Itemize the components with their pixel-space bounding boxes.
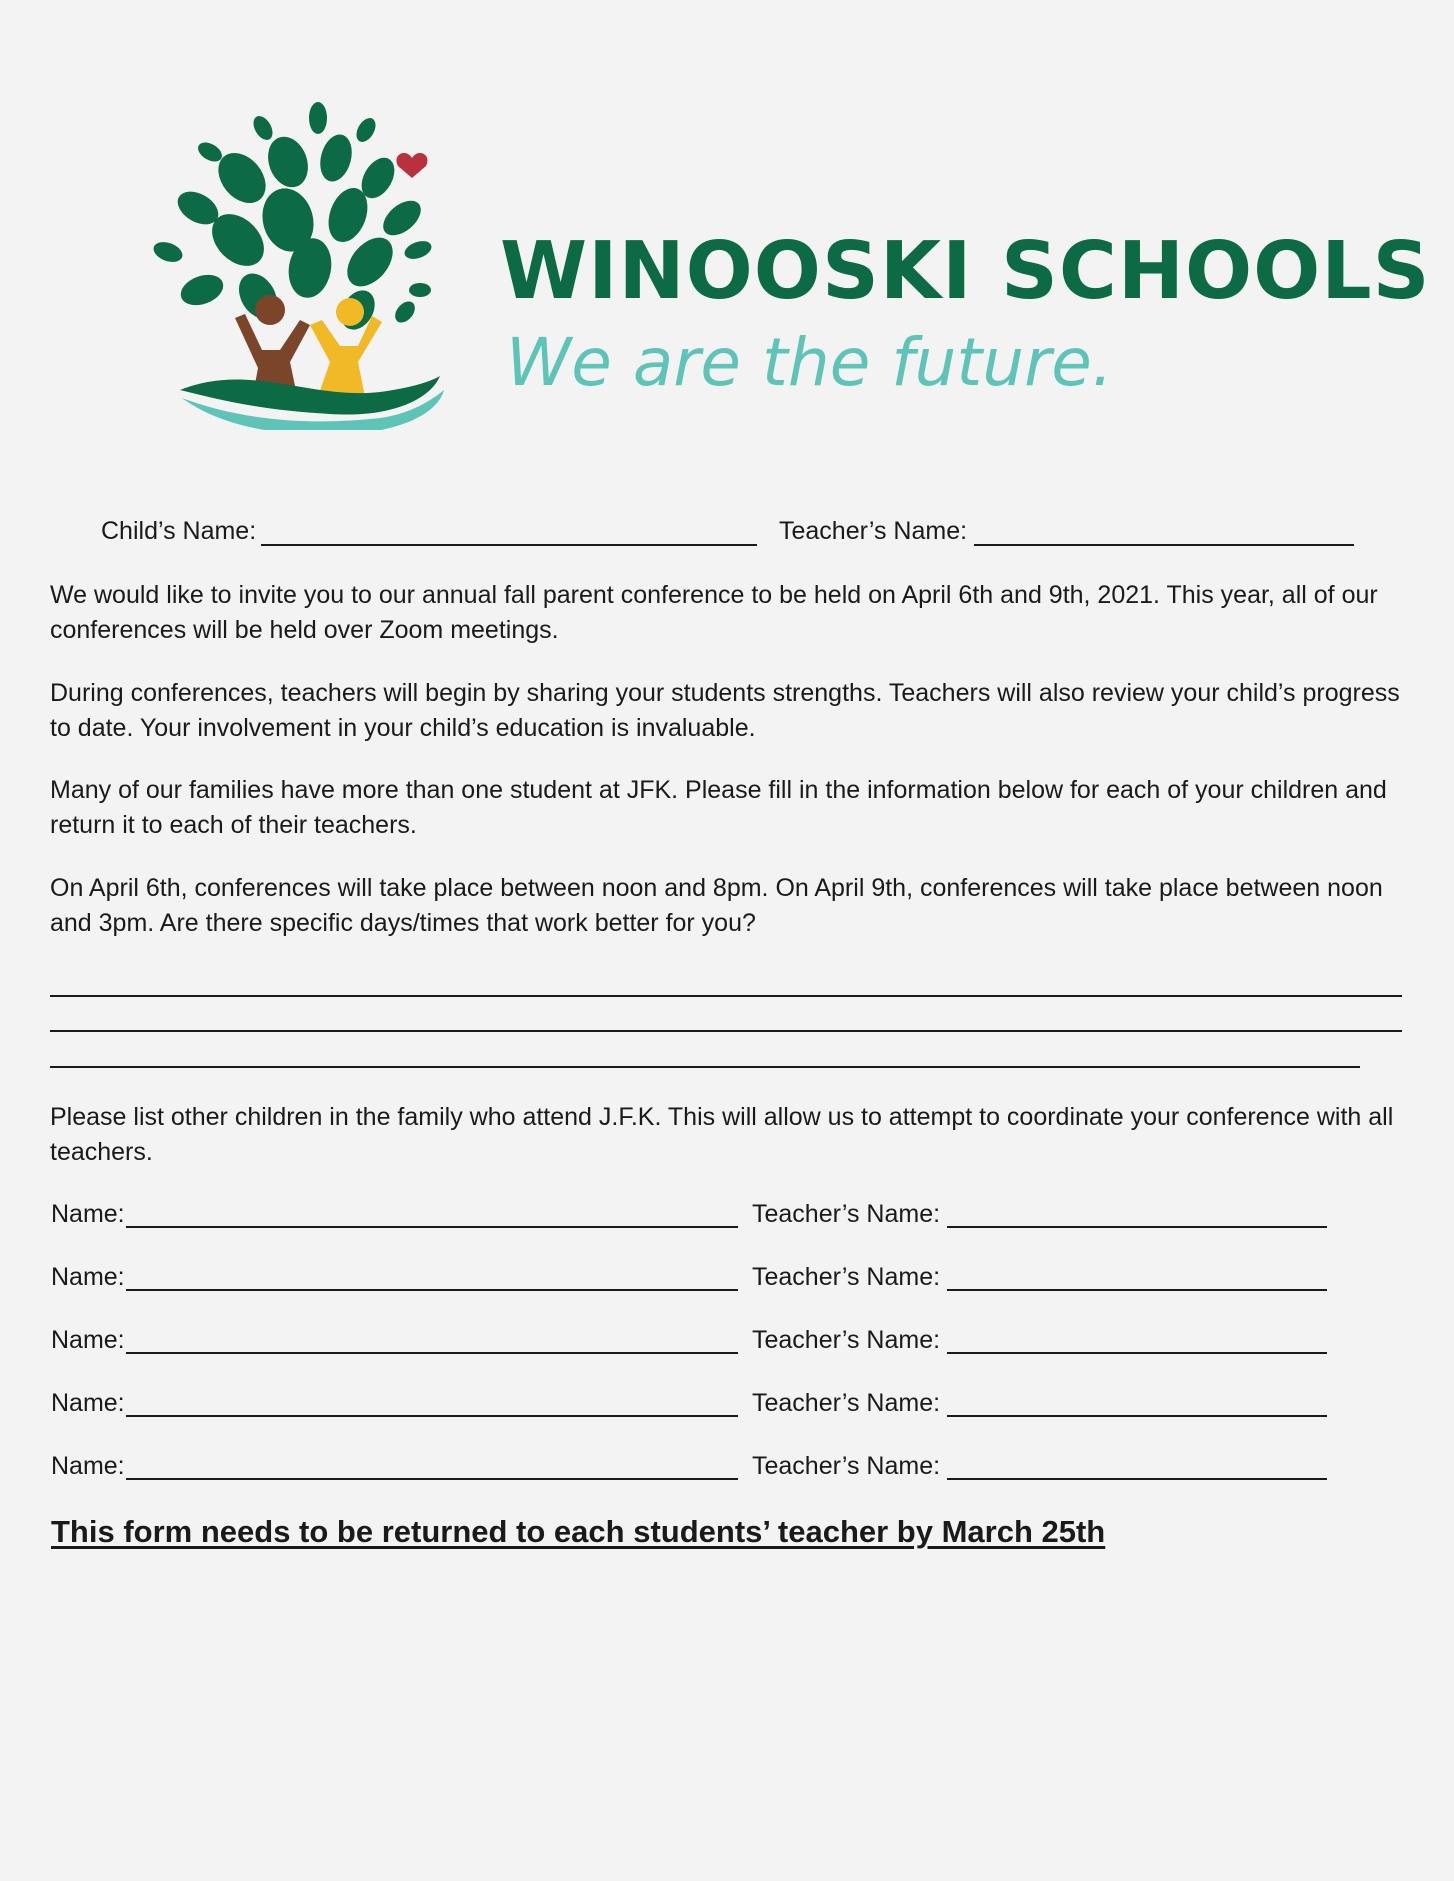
- sibling-teacher-label: Teacher’s Name:: [752, 1326, 941, 1354]
- intro-paragraph: We would like to invite you to our annual fall parent conference to be held on April 6th and 9th, 2021. This year, all of our conferences will be held over Zoom meetings.: [50, 581, 1378, 644]
- sibling-name-field[interactable]: [126, 1226, 738, 1228]
- sibling-teacher-field[interactable]: [947, 1352, 1327, 1354]
- child-name-field[interactable]: [261, 544, 757, 546]
- response-line[interactable]: [50, 995, 1402, 997]
- winooski-tree-logo: [140, 100, 470, 430]
- sibling-name-field[interactable]: [126, 1289, 738, 1291]
- sibling-teacher-label: Teacher’s Name:: [752, 1389, 941, 1417]
- families-paragraph: Many of our families have more than one student at JFK. Please fill in the information below for each of your children and return it to each of their teachers.: [50, 776, 1387, 839]
- sibling-name-field[interactable]: [126, 1352, 738, 1354]
- sibling-name-label: Name:: [51, 1326, 125, 1354]
- sibling-name-label: Name:: [51, 1200, 125, 1228]
- brand-tagline: We are the future.: [506, 324, 1113, 401]
- sibling-teacher-field[interactable]: [947, 1478, 1327, 1480]
- sibling-teacher-field[interactable]: [947, 1289, 1327, 1291]
- sibling-teacher-label: Teacher’s Name:: [752, 1452, 941, 1480]
- sibling-teacher-field[interactable]: [947, 1226, 1327, 1228]
- conference-paragraph: During conferences, teachers will begin by sharing your students strengths. Teachers will also review your child’s progress to date. Your involvement in your child’s education is invaluable.: [50, 679, 1400, 742]
- sibling-name-label: Name:: [51, 1389, 125, 1417]
- sibling-teacher-field[interactable]: [947, 1415, 1327, 1417]
- sibling-name-field[interactable]: [126, 1478, 738, 1480]
- return-deadline-note: This form needs to be returned to each students’ teacher by March 25th: [51, 1514, 1106, 1549]
- teacher-name-field[interactable]: [974, 544, 1354, 546]
- brand-name: WINOOSKI SCHOOLS: [500, 225, 1431, 317]
- response-line[interactable]: [50, 1066, 1360, 1068]
- sibling-teacher-label: Teacher’s Name:: [752, 1263, 941, 1291]
- schedule-paragraph: On April 6th, conferences will take place between noon and 8pm. On April 9th, conferences will take place between noon and 3pm. Are there specific days/times that work better for you?: [50, 874, 1383, 937]
- child-name-label: Child’s Name:: [101, 517, 257, 545]
- sibling-name-label: Name:: [51, 1452, 125, 1480]
- response-line[interactable]: [50, 1030, 1402, 1032]
- sibling-name-field[interactable]: [126, 1415, 738, 1417]
- sibling-teacher-label: Teacher’s Name:: [752, 1200, 941, 1228]
- siblings-intro: Please list other children in the family who attend J.F.K. This will allow us to attempt to coordinate your conference with all teachers.: [50, 1103, 1394, 1166]
- teacher-name-label: Teacher’s Name:: [779, 517, 968, 545]
- sibling-name-label: Name:: [51, 1263, 125, 1291]
